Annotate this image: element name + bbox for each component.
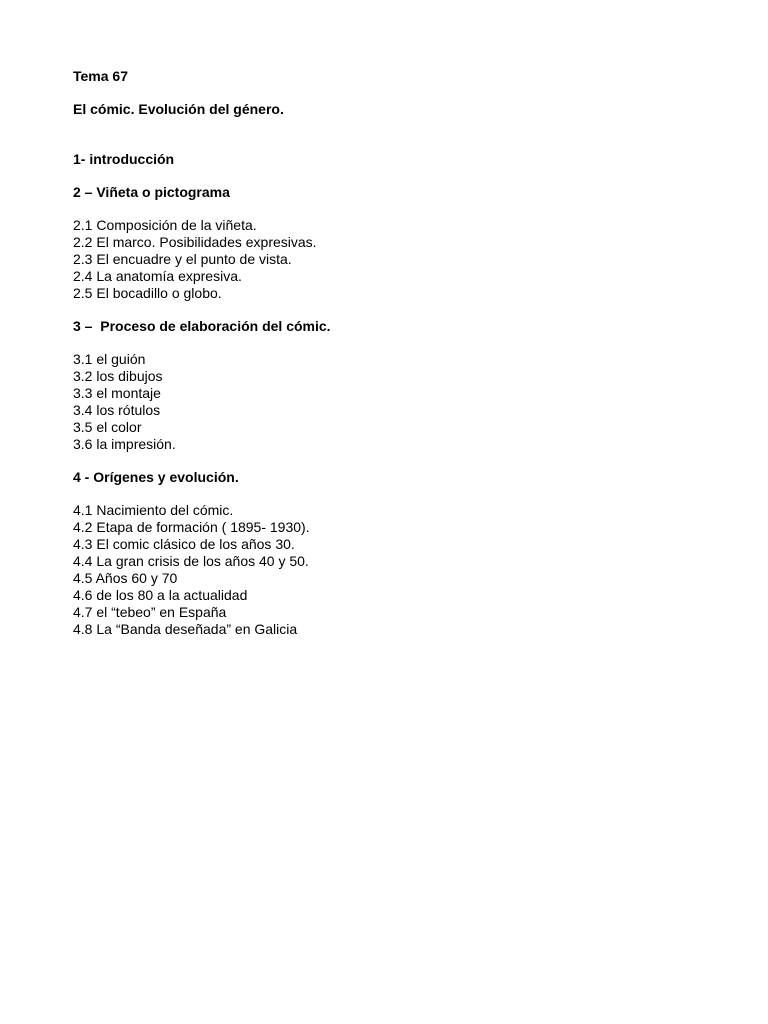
spacer	[73, 453, 713, 469]
spacer	[73, 201, 713, 217]
list-item: 3.5 el color	[73, 419, 142, 435]
document-content	[73, 68, 713, 638]
list-item: 4.6 de los 80 a la actualidad	[73, 587, 248, 603]
list-item: 4.1 Nacimiento del cómic.	[73, 502, 234, 518]
spacer	[73, 335, 713, 351]
list-item: 2.3 El encuadre y el punto de vista.	[73, 251, 292, 267]
list-item: 2.5 El bocadillo o globo.	[73, 285, 222, 301]
list-item: 2.1 Composición de la viñeta.	[73, 217, 257, 233]
list-item: 4.2 Etapa de formación ( 1895- 1930).	[73, 519, 310, 535]
tema-number: Tema 67	[73, 68, 128, 84]
spacer	[73, 85, 713, 101]
list-item: 2.4 La anatomía expresiva.	[73, 268, 242, 284]
list-item: 3.2 los dibujos	[73, 368, 163, 384]
list-item: 3.1 el guión	[73, 351, 146, 367]
section-heading-4: 4 - Orígenes y evolución.	[73, 469, 239, 485]
spacer	[73, 486, 713, 502]
section-heading-3: 3 – Proceso de elaboración del cómic.	[73, 318, 331, 334]
list-item: 4.7 el “tebeo” en España	[73, 604, 227, 620]
list-item: 4.4 La gran crisis de los años 40 y 50.	[73, 553, 309, 569]
list-item: 3.4 los rótulos	[73, 402, 161, 418]
list-item: 4.5 Años 60 y 70	[73, 570, 178, 586]
section-heading-1: 1- introducción	[73, 151, 175, 167]
section-heading-2: 2 – Viñeta o pictograma	[73, 184, 230, 200]
list-item: 4.3 El comic clásico de los años 30.	[73, 536, 295, 552]
list-item: 2.2 El marco. Posibilidades expresivas.	[73, 234, 317, 250]
spacer	[73, 302, 713, 318]
list-item: 3.3 el montaje	[73, 385, 161, 401]
spacer	[73, 118, 713, 151]
spacer	[73, 168, 713, 184]
list-item: 4.8 La “Banda deseñada” en Galicia	[73, 621, 298, 637]
list-item: 3.6 la impresión.	[73, 436, 176, 452]
document-title: El cómic. Evolución del género.	[73, 101, 284, 117]
